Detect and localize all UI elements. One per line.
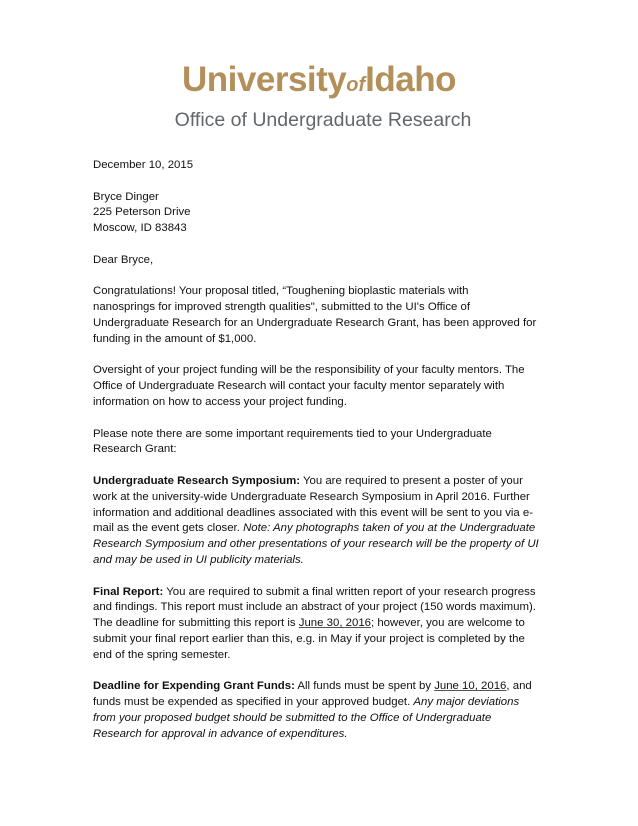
symposium-heading: Undergraduate Research Symposium: (93, 474, 300, 487)
address-line: Bryce Dinger (93, 190, 159, 203)
text-line: submit your final report earlier than this, e.g. in May if your project is completed by the (93, 632, 525, 645)
final-report-heading: Final Report: (93, 585, 164, 598)
text-fragment: funds must be expended as specified in your approved budget. (93, 696, 414, 709)
note-italic: Research for approval in advance of expenditures. (93, 727, 348, 740)
text-line: information on how to access your project funding. (93, 395, 347, 408)
text-line (93, 521, 553, 537)
logo-university: University (182, 60, 347, 99)
paragraph-final-report (93, 585, 553, 664)
text-line: work at the university-wide Undergraduate Research Symposium in April 2016. Further (93, 490, 530, 503)
text-line: Undergraduate Research for an Undergraduate Research Grant, has been approved for (93, 316, 537, 329)
text-line: Congratulations! Your proposal titled, “Toughening bioplastic materials with (93, 285, 469, 298)
note-italic: Note: Any photographs taken of you at the Undergraduate (243, 522, 536, 535)
funds-deadline: June 10, 2016 (434, 680, 507, 693)
text-line (93, 585, 553, 601)
text-line: Office of Undergraduate Research will contact your faculty mentor separately with (93, 380, 505, 393)
text-fragment: mail as the event gets closer. (93, 522, 244, 535)
text-line (93, 616, 553, 632)
text-line (93, 679, 553, 695)
logo-idaho: Idaho (365, 60, 456, 99)
text-line: Please note there are some important requirements tied to your Undergraduate (93, 427, 492, 440)
text-fragment: All funds must be spent by (294, 680, 435, 693)
office-name: Office of Undergraduate Research (174, 109, 472, 131)
paragraph-grant-funds (93, 679, 553, 742)
text-fragment: You are required to submit a final written report of your research progress (163, 585, 536, 598)
text-line: Oversight of your project funding will be the responsibility of your faculty mentors. The (93, 364, 525, 377)
text-line: funding in the amount of $1,000. (93, 332, 257, 345)
text-line (93, 695, 553, 711)
text-fragment: The deadline for submitting this report is (93, 617, 299, 630)
text-line (93, 474, 553, 490)
paragraph-oversight (93, 363, 553, 410)
text-line: information and additional deadlines associated with this event will be sent to you via e- (93, 506, 534, 519)
address-line: 225 Peterson Drive (93, 206, 191, 219)
text-fragment: You are required to present a poster of your (300, 474, 523, 487)
final-report-deadline: June 30, 2016 (298, 617, 371, 630)
text-line: Research Grant: (93, 443, 177, 456)
text-fragment: , and (506, 680, 532, 693)
logo-of: of (346, 74, 366, 96)
logo-wordmark (0, 60, 638, 105)
date-text: December 10, 2015 (93, 159, 194, 171)
text-fragment: ; however, you are welcome to (371, 617, 525, 630)
note-italic: Research Symposium and other presentations of your research will be the property of UI (93, 538, 539, 551)
note-italic: from your proposed budget should be submitted to the Office of Undergraduate (93, 711, 492, 724)
address-line: Moscow, ID 83843 (93, 222, 187, 235)
note-italic: Any major deviations (413, 696, 520, 709)
paragraph-congratulations (93, 284, 553, 347)
recipient-address (93, 190, 553, 237)
text-line: end of the spring semester. (93, 648, 231, 661)
university-logo (0, 60, 638, 132)
paragraph-symposium (93, 474, 553, 569)
text-line: nanosprings for improved strength qualities", submitted to the UI's Office of (93, 301, 471, 314)
letter-body (93, 158, 553, 758)
note-italic: and may be used in UI publicity materials. (93, 553, 304, 566)
salutation-text: Dear Bryce, (93, 253, 154, 266)
grant-funds-heading: Deadline for Expending Grant Funds: (93, 680, 295, 693)
text-line: and findings. This report must include an abstract of your project (150 words maximum). (93, 601, 536, 614)
salutation (93, 253, 553, 269)
letter-date (93, 158, 553, 174)
paragraph-requirements (93, 427, 553, 459)
